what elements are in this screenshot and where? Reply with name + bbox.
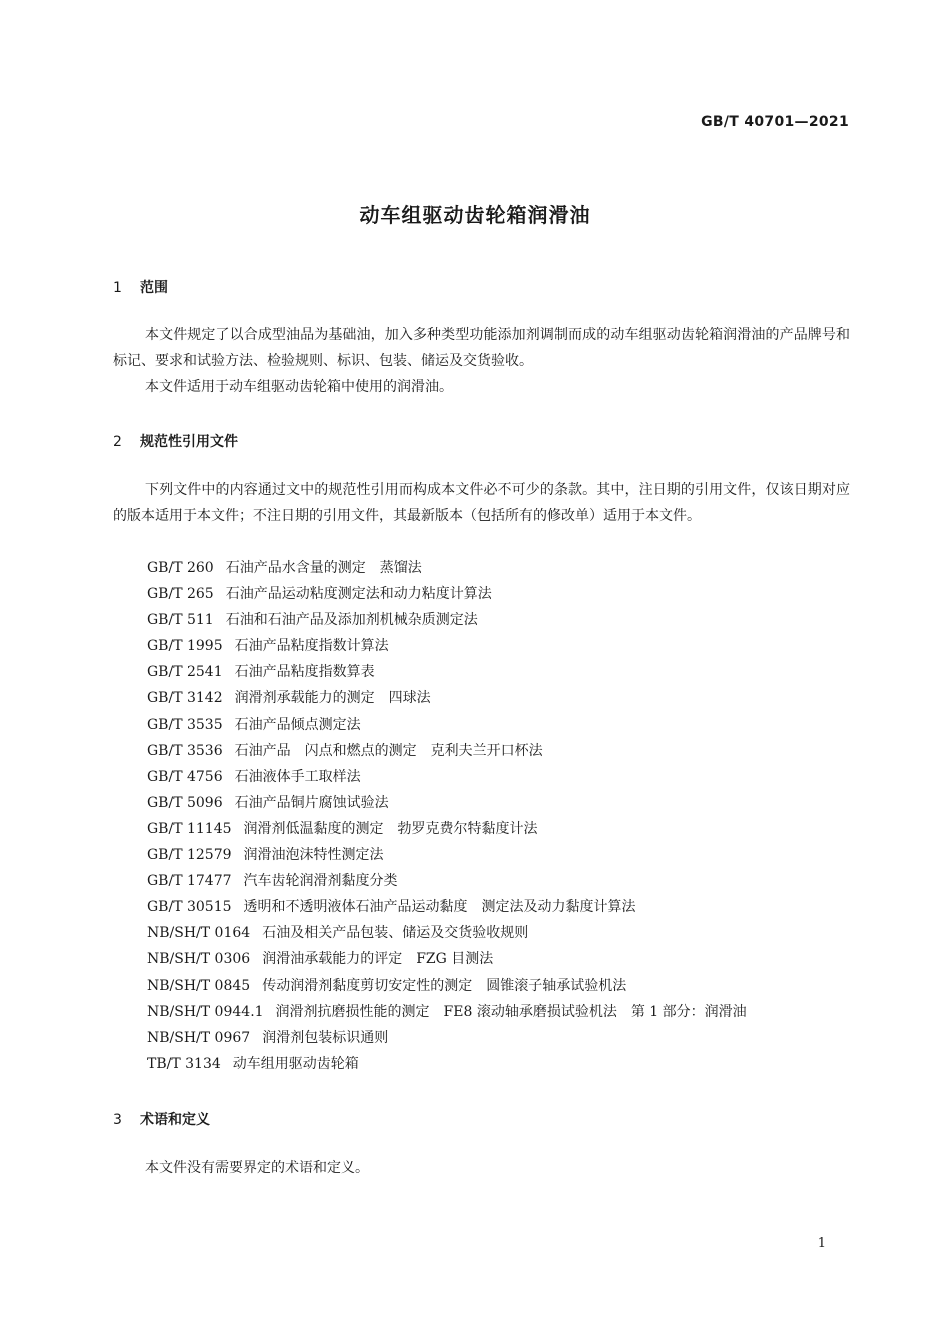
reference-item: [147, 973, 747, 999]
reference-code: NB/SH/T 0944.1: [147, 1003, 264, 1020]
reference-code: GB/T 3535: [147, 716, 223, 733]
reference-code: GB/T 2541: [147, 664, 223, 681]
reference-title: 润滑油承载能力的评定 FZG 目测法: [262, 951, 494, 968]
reference-title: 石油和石油产品及添加剂机械杂质测定法: [225, 612, 478, 629]
document-title: 动车组驱动齿轮箱润滑油: [359, 203, 591, 227]
reference-item: [147, 738, 747, 764]
reference-title: 润滑剂承载能力的测定 四球法: [234, 690, 431, 707]
reference-title: 石油产品倾点测定法: [234, 716, 361, 733]
reference-item: [147, 607, 747, 633]
reference-title: 传动润滑剂黏度剪切安定性的测定 圆锥滚子轴承试验机法: [262, 977, 627, 994]
reference-code: GB/T 265: [147, 586, 214, 603]
section-2-title: 规范性引用文件: [140, 434, 238, 450]
reference-code: GB/T 5096: [147, 794, 223, 811]
reference-list: [147, 555, 747, 1077]
reference-code: TB/T 3134: [147, 1055, 221, 1072]
reference-code: GB/T 1995: [147, 638, 223, 655]
section-2-paragraph-1: 下列文件中的内容通过文中的规范性引用而构成本文件必不可少的条款。其中，注日期的引用文件，仅该日期对应的版本适用于本文件；不注日期的引用文件，其最新版本（包括所有的修改单）适用于本文件。: [113, 482, 850, 524]
reference-title: 透明和不透明液体石油产品运动黏度 测定法及动力黏度计算法: [243, 899, 636, 916]
reference-title: 汽车齿轮润滑剂黏度分类: [243, 873, 398, 890]
reference-title: 石油产品 闪点和燃点的测定 克利夫兰开口杯法: [234, 742, 543, 759]
reference-code: GB/T 4756: [147, 768, 223, 785]
reference-item: [147, 1025, 747, 1051]
reference-code: GB/T 3536: [147, 742, 223, 759]
reference-item: [147, 816, 747, 842]
section-3-title: 术语和定义: [140, 1112, 210, 1128]
reference-item: [147, 712, 747, 738]
reference-code: GB/T 3142: [147, 690, 223, 707]
reference-item: [147, 581, 747, 607]
reference-item: [147, 946, 747, 972]
reference-title: 润滑剂低温黏度的测定 勃罗克费尔特黏度计法: [243, 820, 538, 837]
reference-item: [147, 920, 747, 946]
reference-item: [147, 999, 747, 1025]
standard-number: GB/T 40701—2021: [701, 114, 849, 130]
reference-code: GB/T 511: [147, 612, 214, 629]
reference-item: [147, 790, 747, 816]
reference-item: [147, 633, 747, 659]
reference-title: 润滑剂抗磨损性能的测定 FE8 滚动轴承磨损试验机法 第 1 部分：润滑油: [275, 1003, 747, 1020]
reference-title: 石油及相关产品包装、储运及交货验收规则: [262, 925, 529, 942]
section-3-paragraph-1: 本文件没有需要界定的术语和定义。: [145, 1160, 369, 1176]
section-1-heading: [113, 277, 168, 297]
reference-item: [147, 868, 747, 894]
page-number: 1: [817, 1236, 826, 1251]
section-3-heading: [113, 1109, 210, 1129]
reference-item: [147, 842, 747, 868]
reference-item: [147, 659, 747, 685]
reference-code: NB/SH/T 0164: [147, 925, 251, 942]
reference-code: NB/SH/T 0306: [147, 951, 251, 968]
reference-title: 润滑剂包装标识通则: [262, 1029, 389, 1046]
reference-title: 石油产品铜片腐蚀试验法: [234, 794, 389, 811]
reference-title: 石油液体手工取样法: [234, 768, 361, 785]
section-3-number: 3: [113, 1112, 122, 1128]
section-1-paragraph-1: 本文件规定了以合成型油品为基础油，加入多种类型功能添加剂调制而成的动车组驱动齿轮箱润滑油的产品牌号和标记、要求和试验方法、检验规则、标识、包装、储运及交货验收。: [113, 327, 850, 369]
reference-item: [147, 894, 747, 920]
reference-code: GB/T 30515: [147, 899, 232, 916]
reference-title: 石油产品粘度指数算表: [234, 664, 375, 681]
reference-code: GB/T 260: [147, 560, 214, 576]
reference-title: 润滑油泡沫特性测定法: [243, 847, 384, 864]
reference-title: 石油产品运动粘度测定法和动力粘度计算法: [225, 586, 492, 603]
reference-code: NB/SH/T 0845: [147, 977, 251, 994]
reference-code: GB/T 11145: [147, 820, 232, 837]
reference-item: [147, 555, 747, 581]
reference-item: [147, 764, 747, 790]
reference-code: GB/T 17477: [147, 873, 232, 890]
section-2-heading: [113, 431, 238, 451]
section-1-title: 范围: [140, 280, 168, 296]
reference-item: [147, 685, 747, 711]
section-1-number: 1: [113, 280, 122, 296]
reference-code: NB/SH/T 0967: [147, 1029, 251, 1046]
section-2-number: 2: [113, 434, 122, 450]
reference-title: 动车组用驱动齿轮箱: [232, 1055, 359, 1072]
reference-item: [147, 1051, 747, 1077]
reference-title: 石油产品水含量的测定 蒸馏法: [225, 560, 422, 576]
section-1-paragraph-2: 本文件适用于动车组驱动齿轮箱中使用的润滑油。: [145, 379, 453, 395]
reference-title: 石油产品粘度指数计算法: [234, 638, 389, 655]
reference-code: GB/T 12579: [147, 847, 232, 864]
